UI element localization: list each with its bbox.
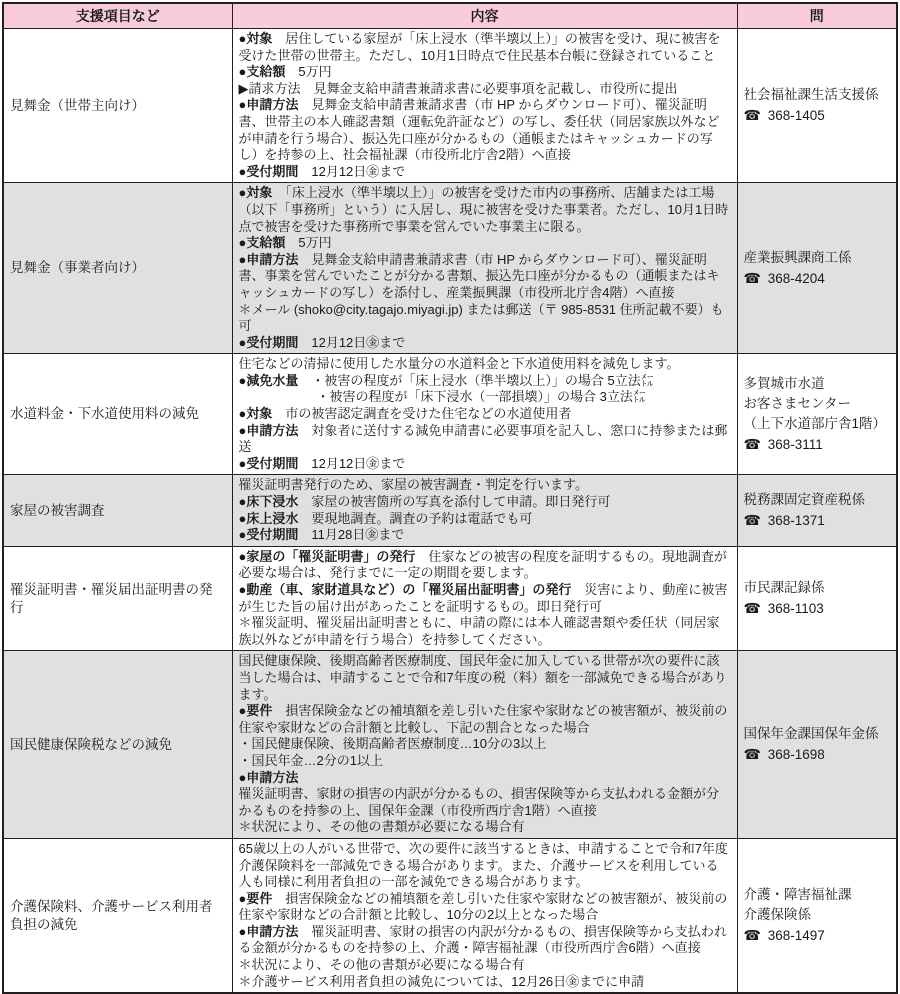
content-line: ●申請方法 見舞金支給申請書兼請求書（市 HP からダウンロード可）、罹災証明書、事業を営んでいたことが分かる書類、振込先口座が分かるもの（通帳またはキャッシュカードの写し）を添付し、産業振興課（市役所北庁舎4階）へ直接 [238, 251, 720, 300]
table-row [3, 475, 897, 546]
phone-icon: ☎ [743, 746, 761, 763]
phone-icon: ☎ [743, 269, 761, 286]
table-row [3, 546, 897, 651]
content-line: ●申請方法 [238, 769, 299, 785]
row-content [232, 651, 737, 839]
table-row [3, 354, 897, 475]
row-content [232, 354, 737, 475]
phone-icon: ☎ [743, 435, 761, 452]
contact-dept: 税務課固定資産税係 [743, 492, 865, 508]
contact-phone: ☎ 368-1103 [743, 600, 824, 617]
content-line: 罹災証明書、家財の損害の内訳が分かるもの、損害保険等から支払われる金額が分かるものを持参の上、国保年金課（市役所西庁舎1階）へ直接 [238, 786, 719, 818]
table-row [3, 29, 897, 183]
contact-dept: 国保年金課国保年金係 [743, 726, 879, 742]
content-line: ・国民健康保険、後期高齢者医療制度…10分の3以上 [238, 736, 547, 752]
phone-icon: ☎ [743, 927, 761, 944]
row-title: 罹災証明書・罹災届出証明書の発行 [3, 546, 232, 651]
content-line: ・国民年金…2分の1以上 [238, 752, 383, 768]
row-contact [737, 651, 897, 839]
row-contact [737, 29, 897, 183]
content-line: 65歳以上の人がいる世帯で、次の要件に該当するときは、申請することで令和7年度介護保険料を一部減免できる場合があります。また、介護サービスを利用している人も同様に利用者負担の一部を減免できる場合があります。 [238, 840, 728, 890]
content-line: ・被害の程度が「床下浸水（一部損壊）」の場合 3立法㍍ [238, 389, 646, 405]
contact-phone: ☎ 368-3111 [743, 435, 823, 452]
row-content [232, 838, 737, 993]
content-line: ●減免水量 ・被害の程度が「床上浸水（準半壊以上）」の場合 5立法㍍ [238, 372, 654, 388]
row-title: 国民健康保険税などの減免 [3, 651, 232, 839]
table-header-row [3, 3, 897, 29]
row-title: 見舞金（事業者向け） [3, 183, 232, 354]
phone-icon: ☎ [743, 600, 761, 617]
row-content [232, 475, 737, 546]
content-line: ●受付期間 11月28日㊎まで [238, 527, 405, 543]
content-line: ＊状況により、その他の書類が必要になる場合有 [238, 957, 525, 973]
contact-dept: 産業振興課商工係 [743, 249, 852, 265]
contact-dept: 介護・障害福祉課 [743, 887, 852, 903]
content-line: ●対象 居住している家屋が「床上浸水（準半壊以上）」の被害を受け、現に被害を受けた世帯の世帯主。ただし、10月1日時点で住民基本台帳に登録されていること [238, 31, 721, 63]
header-contact: 問 [737, 3, 897, 29]
contact-dept: 市民課記録係 [743, 580, 825, 596]
content-line: ●要件 損害保険金などの補填額を差し引いた住家や家財などの被害額が、被災前の住家や家財などの合計額と比較し、10分の2以上となった場合 [238, 890, 728, 923]
support-table [2, 2, 898, 994]
contact-phone: ☎ 368-1371 [743, 512, 825, 529]
header-content: 内容 [232, 3, 737, 29]
row-contact [737, 475, 897, 546]
contact-phone: ☎ 368-4204 [743, 269, 825, 286]
row-title: 家屋の被害調査 [3, 475, 232, 546]
content-line: ＊介護サービス利用者負担の減免については、12月26日㊎までに申請 [238, 973, 645, 989]
contact-phone: ☎ 368-1497 [743, 927, 825, 944]
row-title: 水道料金・下水道使用料の減免 [3, 354, 232, 475]
row-content [232, 546, 737, 651]
content-line: ●対象 市の被害認定調査を受けた住宅などの水道使用者 [238, 406, 572, 422]
contact-dept: 介護保険係 [743, 907, 811, 923]
content-line: ●受付期間 12月12日㊎まで [238, 455, 406, 471]
table-body [3, 29, 897, 994]
row-contact [737, 183, 897, 354]
contact-dept: 社会福祉課生活支援係 [743, 87, 879, 103]
content-line: ●動産（車、家財道具など）の「罹災届出証明書」の発行 災害により、動産に被害が生じた旨の届け出があったことを証明するもの。即日発行可 [238, 582, 728, 614]
content-line: 住宅などの清掃に使用した水量分の水道料金と下水道使用料を減免します。 [238, 356, 680, 372]
table-row [3, 838, 897, 993]
content-line: ＊罹災証明、罹災届出証明書ともに、申請の際には本人確認書類や委任状（同居家族以外などが申請を行う場合）を持参してください。 [238, 615, 720, 647]
phone-icon: ☎ [743, 512, 761, 529]
row-title: 見舞金（世帯主向け） [3, 29, 232, 183]
contact-dept: 多賀城市水道 [743, 375, 825, 391]
row-content [232, 29, 737, 183]
content-line: 国民健康保険、後期高齢者医療制度、国民年金に加入している世帯が次の要件に該当した場合は、申請することで令和7年度の税（料）額を一部減免できる場合があります。 [238, 653, 727, 702]
content-line: ●申請方法 罹災証明書、家財の損害の内訳が分かるもの、損害保険等から支払われる金額が分かるものを持参の上、介護・障害福祉課（市役所西庁舎6階）へ直接 [238, 923, 727, 956]
content-line: ●支給額 5万円 [238, 64, 332, 80]
row-content [232, 183, 737, 354]
content-line: ●対象 「床上浸水（準半壊以上）」の被害を受けた市内の事務所、店舗または工場（以下「事務所」という）に入居し、現に被害を受けた事業者。ただし、10月1日時点で被害を受けた事務所で事業を営んでいた事業主に限る。 [238, 185, 729, 234]
header-support-item: 支援項目など [3, 3, 232, 29]
content-line: ＊メール (shoko@city.tagajo.miyagi.jp) または郵送（〒 985-8531 住所記載不要）も可 [238, 301, 724, 334]
contact-phone: ☎ 368-1405 [743, 107, 825, 124]
contact-phone: ☎ 368-1698 [743, 746, 825, 763]
content-line: ●床上浸水 要現地調査。調査の予約は電話でも可 [238, 510, 533, 526]
content-line: ●要件 損害保険金などの補填額を差し引いた住家や家財などの被害額が、被災前の住家や家財などの合計額と比較し、下記の割合となった場合 [238, 703, 728, 735]
content-line: ●申請方法 対象者に送付する減免申請書に必要事項を記入し、窓口に持参または郵送 [238, 422, 728, 455]
phone-icon: ☎ [743, 107, 761, 124]
row-title: 介護保険料、介護サービス利用者負担の減免 [3, 838, 232, 993]
content-line: ●受付期間 12月12日㊎まで [238, 163, 406, 179]
row-contact [737, 354, 897, 475]
contact-dept: （上下水道部庁舎1階） [743, 415, 887, 431]
content-line: ●申請方法 見舞金支給申請書兼請求書（市 HP からダウンロード可）、罹災証明書、世帯主の本人確認書類（運転免許証など）の写し、委任状（同居家族以外などが申請を行う場合）、振込先口座が分かるもの（通帳またはキャッシュカードの写し）を持参の上、社会福祉課（市役所北庁舎2階）へ直接 [238, 97, 720, 163]
content-line: ●支給額 5万円 [238, 235, 332, 251]
row-contact [737, 546, 897, 651]
contact-dept: お客さまセンター [743, 395, 851, 411]
content-line: ●受付期間 12月12日㊎まで [238, 334, 406, 350]
table-row [3, 183, 897, 354]
content-line: ▶請求方法 見舞金支給申請書兼請求書に必要事項を記載し、市役所に提出 [238, 80, 678, 96]
content-line: ●床下浸水 家屋の被害箇所の写真を添付して申請。即日発行可 [238, 494, 611, 510]
row-contact [737, 838, 897, 993]
content-line: ●家屋の「罹災証明書」の発行 住家などの被害の程度を証明するもの。現地調査が必要な場合は、発行までに一定の期間を要します。 [238, 548, 727, 581]
content-line: 罹災証明書発行のため、家屋の被害調査・判定を行います。 [238, 477, 588, 493]
table-row [3, 651, 897, 839]
content-line: ＊状況により、その他の書類が必要になる場合有 [238, 819, 525, 835]
